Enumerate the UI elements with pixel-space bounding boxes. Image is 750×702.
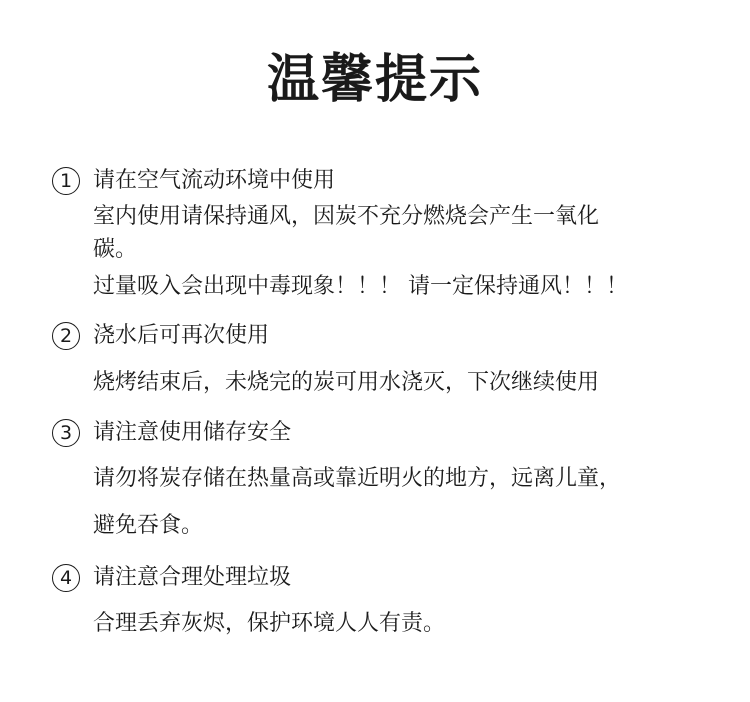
tip-heading: 请注意合理处理垃圾 [93, 565, 292, 590]
tip-heading: 请在空气流动环境中使用 [93, 168, 336, 193]
number-badge: 3 [52, 419, 80, 447]
tip-text: 室内使用请保持通风，因炭不充分燃烧会产生一氧化 [93, 204, 600, 229]
tip-text: 请勿将炭存储在热量高或靠近明火的地方，远离儿童， [93, 466, 622, 491]
tip-text: 避免吞食。 [93, 513, 204, 538]
number-badge: 1 [52, 167, 80, 195]
number-badge: 4 [52, 564, 80, 592]
tip-text: 碳。 [93, 237, 138, 262]
tip-heading: 浇水后可再次使用 [93, 323, 270, 348]
tip-text: 过量吸入会出现中毒现象！！！ 请一定保持通风！！！ [93, 274, 628, 299]
tip-heading: 请注意使用储存安全 [93, 420, 292, 445]
page-title: 温馨提示 [266, 50, 483, 110]
tip-text: 烧烤结束后，未烧完的炭可用水浇灭，下次继续使用 [93, 370, 600, 395]
tip-text: 合理丢弃灰烬，保护环境人人有责。 [93, 611, 446, 636]
number-badge: 2 [52, 322, 80, 350]
